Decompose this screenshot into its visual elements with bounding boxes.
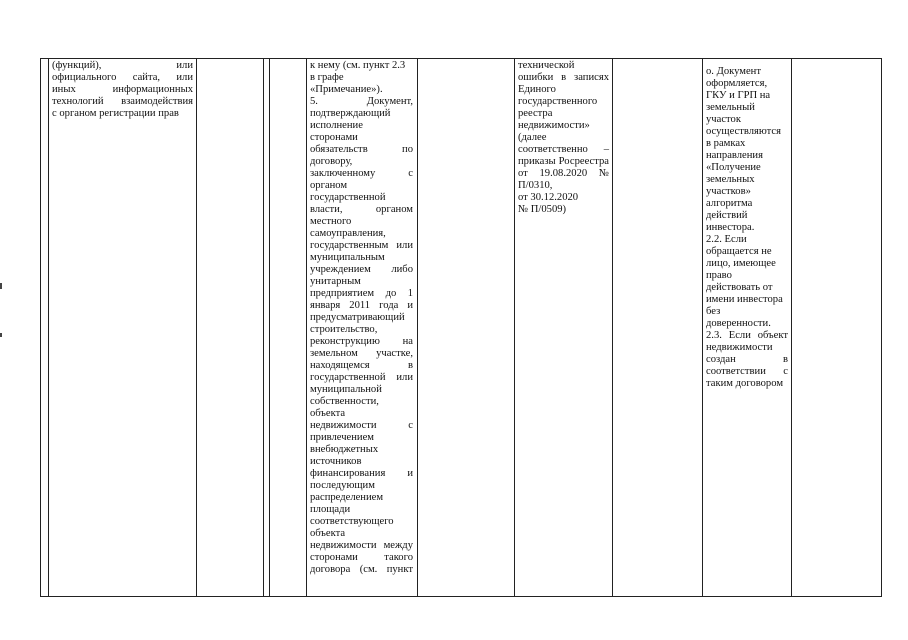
text-line: подтверждающий (310, 108, 391, 119)
text-line: участков» (706, 186, 751, 197)
text-line: недвижимости» (518, 120, 590, 131)
text-line: ГКУ и ГРП на (706, 90, 771, 101)
scan-edge-mark (0, 333, 2, 337)
table-column-divider (269, 58, 270, 597)
text-line: заключенному с (310, 168, 413, 179)
scan-edge-mark (0, 283, 2, 289)
table-column-divider (196, 58, 197, 597)
table-column-divider (514, 58, 515, 597)
text-line: власти, органом (310, 204, 413, 215)
text-line: исполнение (310, 120, 363, 131)
text-line: лицо, имеющее (706, 258, 776, 269)
text-line: договору, (310, 156, 353, 167)
text-line: П/0310, (518, 180, 553, 191)
text-line: к нему (см. пункт 2.3 (310, 60, 406, 71)
table-column-divider (417, 58, 418, 597)
text-line: приказы Росреестра (518, 156, 609, 167)
text-line: алгоритма (706, 198, 753, 209)
text-line: с органом регистрации прав (52, 108, 179, 119)
table-cell-documents (310, 60, 413, 576)
text-line: государственным или (310, 240, 413, 251)
table-cell-legal-basis (518, 60, 609, 216)
text-line: муниципальным (310, 252, 385, 263)
text-line: действий (706, 210, 748, 221)
table-column-divider (791, 58, 792, 597)
text-line: площади (310, 504, 351, 515)
text-line: недвижимости между (310, 540, 413, 551)
text-line: источников (310, 456, 362, 467)
text-line: 2.3. Если объект (706, 330, 788, 341)
text-line: действовать от (706, 282, 773, 293)
text-line: иных информационных (52, 84, 193, 95)
text-line: без (706, 306, 721, 317)
text-line: земельных (706, 174, 755, 185)
text-line: официального сайта, или (52, 72, 193, 83)
table-top-border (40, 58, 882, 59)
text-line: обращается не (706, 246, 772, 257)
table-column-divider (40, 58, 41, 597)
text-line: учреждением либо (310, 264, 413, 275)
text-line: ошибки в записях (518, 72, 609, 83)
text-line: оформляется, (706, 78, 768, 89)
table-column-divider (48, 58, 49, 597)
text-line: № П/0509) (518, 204, 567, 215)
text-line: направления (706, 150, 763, 161)
table-cell-notes (706, 66, 788, 390)
text-line: привлечением (310, 432, 374, 443)
text-line: последующим (310, 480, 375, 491)
text-line: недвижимости с (310, 420, 413, 431)
text-line: находящемся в (310, 360, 413, 371)
table-column-divider (263, 58, 264, 597)
text-line: право (706, 270, 732, 281)
text-line: (функций), или (52, 60, 193, 71)
text-line: недвижимости (706, 342, 773, 353)
text-line: таким договором (706, 378, 784, 389)
text-line: имени инвестора (706, 294, 783, 305)
table-bottom-border (40, 596, 882, 597)
text-line: реконструкцию на (310, 336, 413, 347)
text-line: самоуправления, (310, 228, 386, 239)
text-line: собственности, (310, 396, 379, 407)
table-column-divider (306, 58, 307, 597)
text-line: «Получение (706, 162, 761, 173)
text-line: обязательств по (310, 144, 413, 155)
text-line: государственной или (310, 372, 413, 383)
text-line: внебюджетных (310, 444, 379, 455)
text-line: предприятием до 1 (310, 288, 413, 299)
text-line: о. Документ (706, 66, 761, 77)
text-line: 2.2. Если (706, 234, 747, 245)
text-line: «Примечание»). (310, 84, 383, 95)
table-column-divider (612, 58, 613, 597)
text-line: земельном участке, (310, 348, 413, 359)
text-line: унитарным (310, 276, 361, 287)
text-line: реестра (518, 108, 553, 119)
text-line: распределением (310, 492, 384, 503)
table-cell-service-method (52, 60, 193, 120)
text-line: государственной (310, 192, 386, 203)
text-line: доверенности. (706, 318, 771, 329)
text-line: земельный (706, 102, 755, 113)
text-line: от 30.12.2020 (518, 192, 579, 203)
text-line: соответствии с (706, 366, 788, 377)
table-column-divider (702, 58, 703, 597)
text-line: предусматривающий (310, 312, 405, 323)
text-line: муниципальной (310, 384, 382, 395)
text-line: 5. Документ, (310, 96, 413, 107)
text-line: в рамках (706, 138, 746, 149)
text-line: технологий взаимодействия (52, 96, 193, 107)
text-line: от 19.08.2020 № (518, 168, 609, 179)
text-line: (далее (518, 132, 547, 143)
text-line: осуществляются (706, 126, 782, 137)
text-line: сторонами такого (310, 552, 413, 563)
text-line: инвестора. (706, 222, 755, 233)
text-line: соответствующего (310, 516, 394, 527)
text-line: Единого (518, 84, 556, 95)
text-line: января 2011 года и (310, 300, 413, 311)
text-line: объекта (310, 528, 346, 539)
text-line: участок (706, 114, 741, 125)
text-line: создан в (706, 354, 788, 365)
text-line: местного (310, 216, 352, 227)
text-line: государственного (518, 96, 598, 107)
text-line: в графе (310, 72, 344, 83)
text-line: строительство, (310, 324, 378, 335)
table-column-divider (881, 58, 882, 597)
text-line: договора (см. пункт (310, 564, 413, 575)
text-line: соответственно – (518, 144, 609, 155)
text-line: технической (518, 60, 575, 71)
text-line: сторонами (310, 132, 358, 143)
text-line: органом (310, 180, 348, 191)
text-line: финансирования и (310, 468, 413, 479)
text-line: объекта (310, 408, 346, 419)
